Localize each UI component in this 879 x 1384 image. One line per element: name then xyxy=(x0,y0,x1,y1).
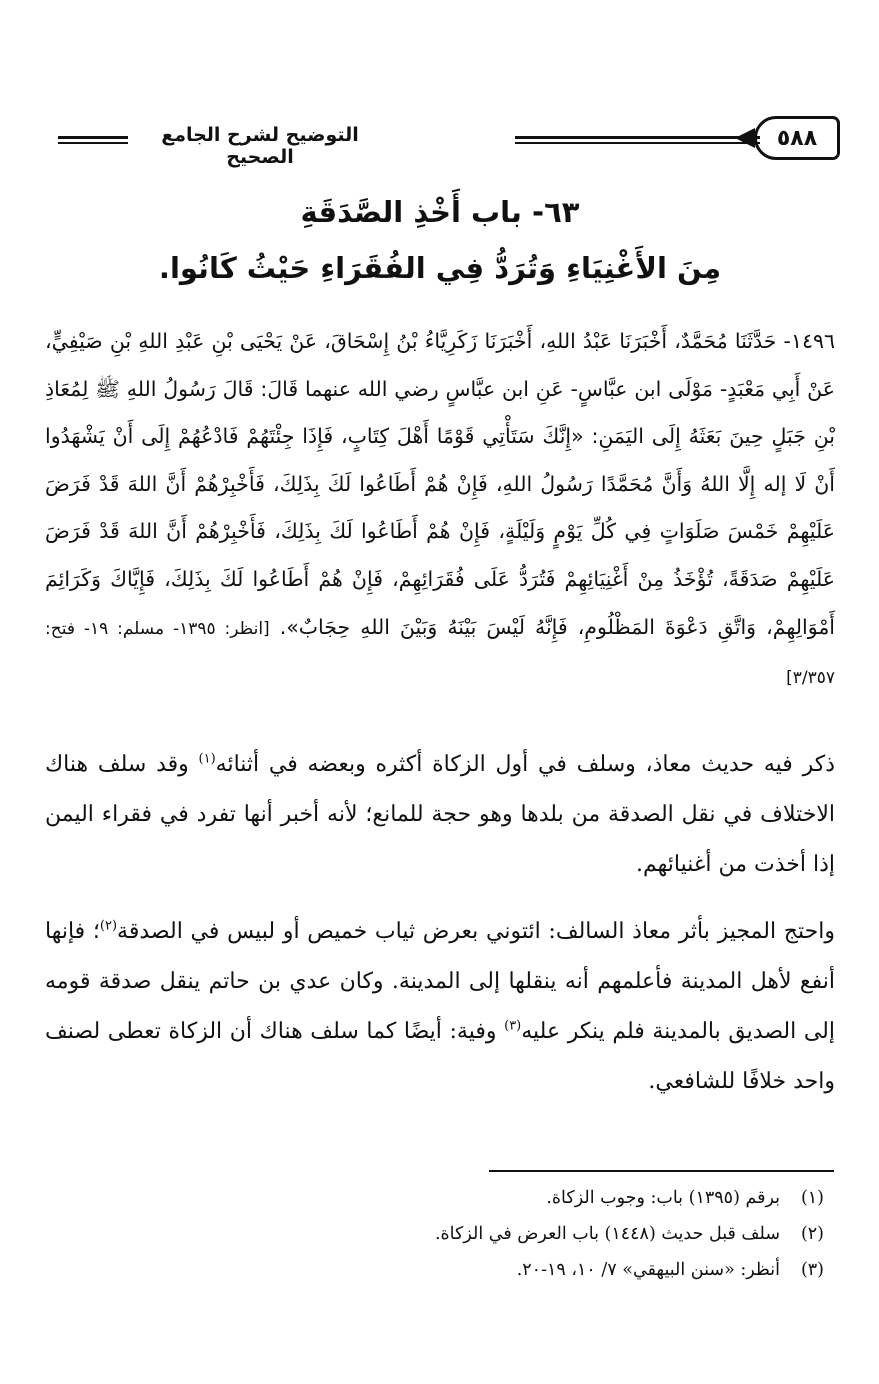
running-header xyxy=(40,104,840,168)
chapter-heading-line-2: مِنَ الأَغْنِيَاءِ وَتُرَدُّ فِي الفُقَرَاءِ حَيْثُ كَانُوا. xyxy=(158,251,722,285)
footnote-divider xyxy=(489,1170,834,1172)
header-rule-left xyxy=(58,136,128,139)
footnote-3 xyxy=(54,1252,824,1288)
running-title: التوضيح لشرح الجامع الصحيح xyxy=(161,124,359,168)
footnote-ref-2[interactable]: (٢) xyxy=(99,918,118,934)
footnote-number: (٢) xyxy=(800,1224,824,1244)
footnote-ref-3[interactable]: (٣) xyxy=(504,1018,522,1034)
hadith-text xyxy=(45,318,835,703)
footnote-number: (١) xyxy=(800,1188,824,1208)
commentary-text: واحتج المجيز بأثر معاذ السالف: ائتوني بعرض ثياب خميص أو لبيس في الصدقة xyxy=(117,919,835,944)
footnote-ref-1[interactable]: (١) xyxy=(198,751,216,767)
commentary-text: ذكر فيه حديث معاذ، وسلف في أول الزكاة أكثره وبعضه في أثنائه xyxy=(215,752,835,777)
hadith-reference: [انظر: ١٣٩٥- مسلم: ١٩- فتح: ٣/٣٥٧] xyxy=(45,618,835,689)
commentary-paragraph-1 xyxy=(45,740,835,890)
commentary-text: وقد سلف هناك الاختلاف في نقل الصدقة من بلدها وهو حجة للمانع؛ لأنه أخبر أنها تفرد في فقراء اليمن إذا أخذت من أغنيائهم. xyxy=(45,752,835,877)
commentary-text: ؛ فإنها أنفع لأهل المدينة فأعلمهم أنه ينقلها إلى المدينة. وكان عدي بن حاتم ينقل صدقة قومه إلى الصديق بالمدينة فلم ينكر عليه xyxy=(45,919,835,1044)
page-number: ٥٨٨ xyxy=(754,116,840,160)
footnote-number: (٣) xyxy=(800,1260,824,1280)
footnote-2 xyxy=(54,1216,824,1252)
commentary-paragraph-2 xyxy=(45,907,835,1107)
chapter-heading-line-1: ٦٣- باب أَخْذِ الصَّدَقَةِ xyxy=(300,195,580,229)
commentary-text: وفية: أيضًا كما سلف هناك أن الزكاة تعطى لصنف واحد خلافًا للشافعي. xyxy=(45,1019,835,1094)
hadith-body: ١٤٩٦- حَدَّثَنَا مُحَمَّدٌ، أَخْبَرَنَا عَبْدُ اللهِ، أَخْبَرَنَا زَكَرِيَّاءُ بْنُ إِسْحَاقَ، عَنْ يَحْيَى بْنِ عَبْدِ اللهِ بْنِ صَيْفِيٍّ، عَنْ أَبِي مَعْبَدٍ- مَوْلَى ابن عبَّاسٍ- عَنِ ابن عبَّاسٍ رضي الله عنهما قَالَ: قَالَ رَسُولُ اللهِ ﷺ لِمُعَاذِ بْنِ جَبَلٍ حِينَ بَعَثَهُ إِلَى اليَمَنِ: «إِنَّكَ سَتَأْتِي قَوْمًا أَهْلَ كِتَابٍ، فَإِذَا جِئْتَهُمْ فَادْعُهُمْ إِلَى أَنْ يَشْهَدُوا أَنْ لَا إله إِلَّا اللهُ وَأَنَّ مُحَمَّدًا رَسُولُ اللهِ، فَإِنْ هُمْ أَطَاعُوا لَكَ بِذَلِكَ، فَأَخْبِرْهُمْ أَنَّ اللهَ قَدْ فَرَضَ عَلَيْهِمْ خَمْسَ صَلَوَاتٍ فِي كُلِّ يَوْمٍ وَلَيْلَةٍ، فَإِنْ هُمْ أَطَاعُوا لَكَ بِذَلِكَ، فَأَخْبِرْهُمْ أَنَّ اللهَ قَدْ فَرَضَ عَلَيْهِمْ صَدَقَةً، تُؤْخَذُ مِنْ أَغْنِيَائِهِمْ فَتُرَدُّ عَلَى فُقَرَائِهِمْ، فَإِنْ هُمْ أَطَاعُوا لَكَ بِذَلِكَ، فَإِيَّاكَ وَكَرَائِمَ أَمْوَالِهِمْ، وَاتَّقِ دَعْوَةَ المَظْلُومِ، فَإِنَّهُ لَيْسَ بَيْنَهُ وَبَيْنَ اللهِ حِجَابٌ». xyxy=(45,329,835,639)
footnote-text: برقم (١٣٩٥) باب: وجوب الزكاة. xyxy=(546,1188,780,1208)
footnote-1 xyxy=(54,1180,824,1216)
footnote-text: أنظر: «سنن البيهقي» ٧/ ١٠، ١٩-٢٠. xyxy=(516,1260,780,1280)
footnote-text: سلف قبل حديث (١٤٤٨) باب العرض في الزكاة. xyxy=(434,1224,780,1244)
header-rule-right xyxy=(515,136,760,139)
footnotes xyxy=(54,1180,824,1288)
chapter-heading xyxy=(60,188,820,292)
